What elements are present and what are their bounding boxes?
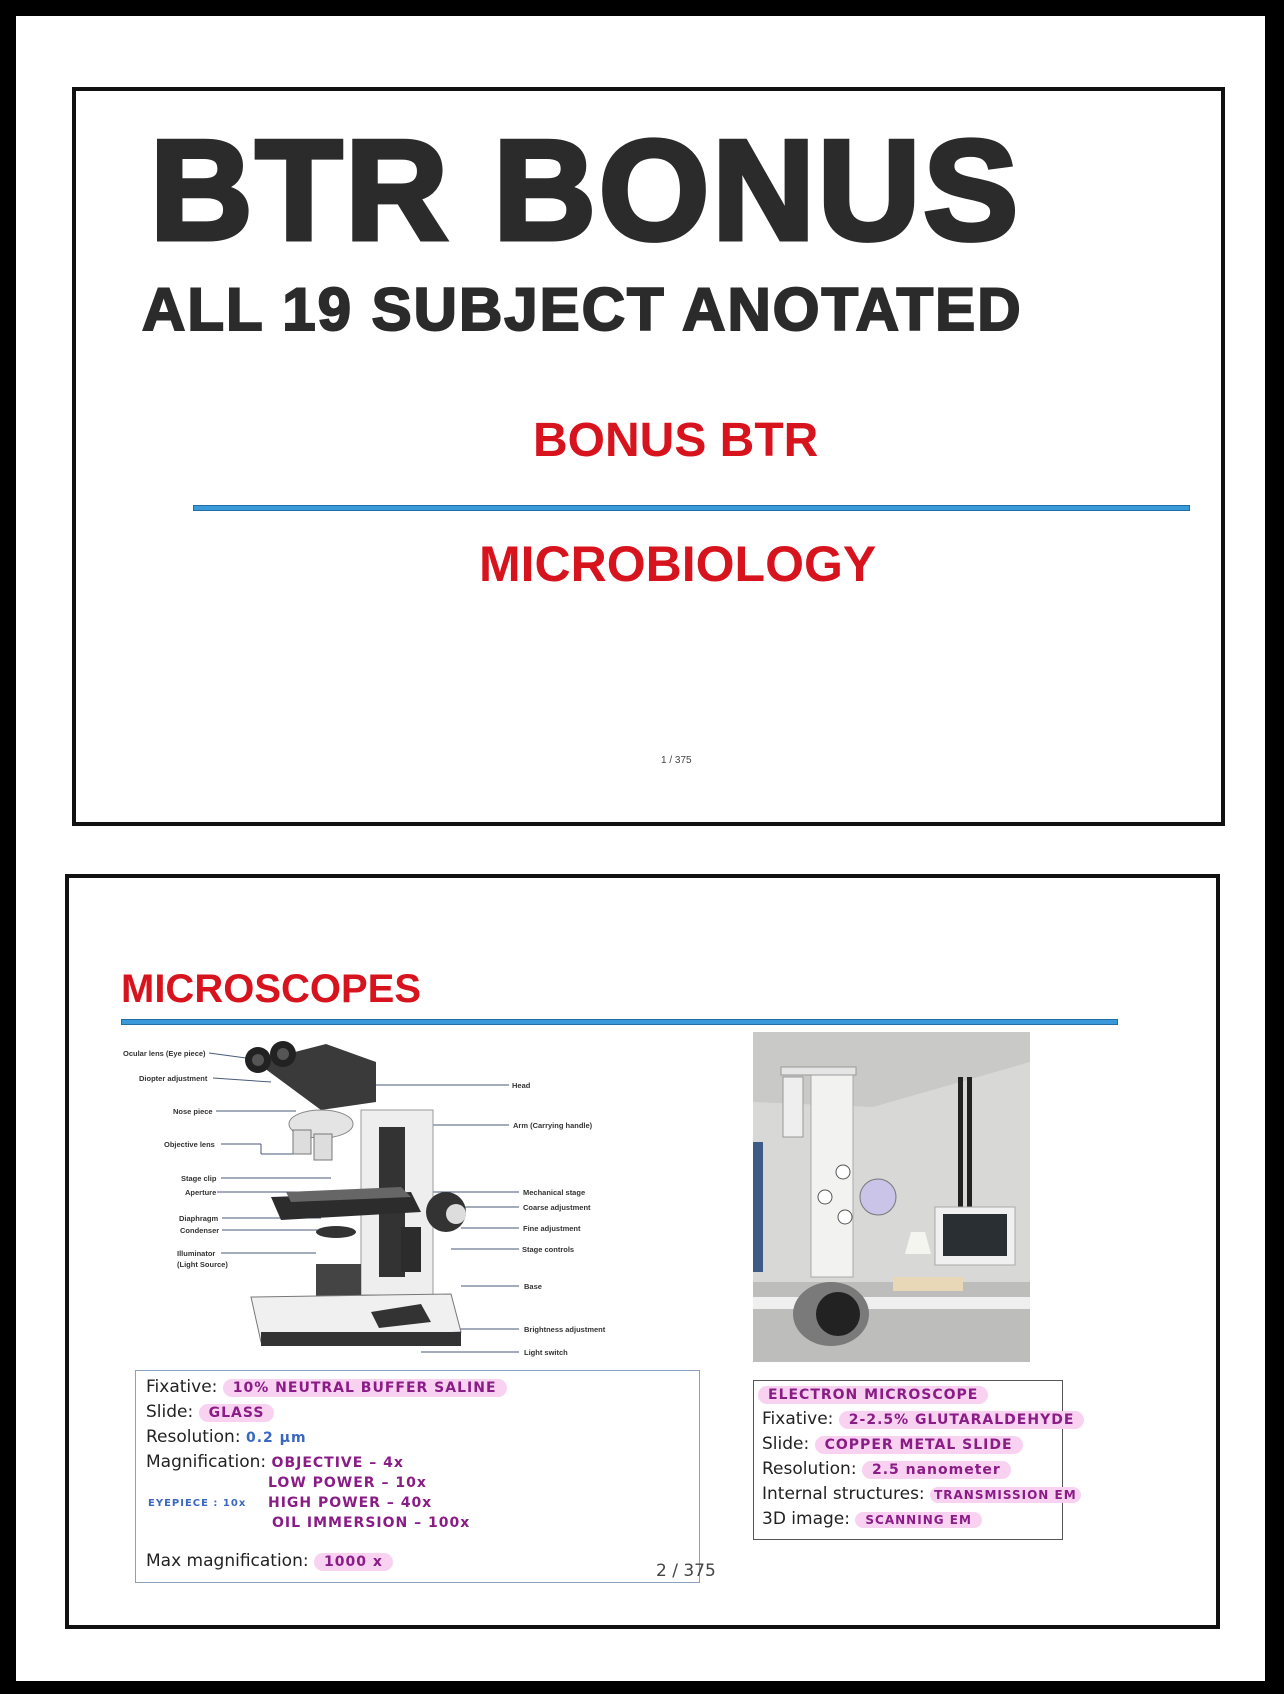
em-internal-label: Internal structures: — [762, 1484, 925, 1504]
electron-microscope-notes — [753, 1380, 1077, 1540]
label-illuminator: Illuminator — [177, 1249, 216, 1258]
em-slide-label: Slide: — [762, 1434, 810, 1454]
label-light-source: (Light Source) — [177, 1260, 228, 1269]
label-coarse-adjustment: Coarse adjustment — [523, 1203, 591, 1212]
bonus-label: BONUS BTR — [533, 414, 819, 467]
em-3d-label: 3D image: — [762, 1509, 850, 1529]
em-internal: TRANSMISSION EM — [930, 1487, 1081, 1503]
em-fixative: 2-2.5% GLUTARALDEHYDE — [839, 1411, 1085, 1429]
mag-objective: OBJECTIVE – 4x — [271, 1455, 404, 1471]
mag-low: LOW POWER – 10x — [268, 1475, 427, 1491]
resolution-value: 0.2 µm — [245, 1430, 307, 1446]
divider — [193, 505, 1190, 511]
max-mag-label: Max magnification: — [146, 1551, 309, 1571]
light-microscope-diagram — [121, 1032, 621, 1362]
max-mag-value: 1000 x — [314, 1553, 393, 1571]
mag-high: HIGH POWER – 40x — [268, 1495, 433, 1511]
electron-microscope-photo — [753, 1032, 1030, 1362]
magnification-label: Magnification: — [146, 1452, 267, 1472]
label-diopter: Diopter adjustment — [139, 1074, 208, 1083]
em-3d: SCANNING EM — [855, 1512, 982, 1528]
page-number: 1 / 375 — [661, 755, 692, 766]
label-head: Head — [512, 1081, 531, 1090]
em-fixative-label: Fixative: — [762, 1409, 834, 1429]
fixative-value: 10% NEUTRAL BUFFER SALINE — [223, 1379, 507, 1397]
label-arm: Arm (Carrying handle) — [513, 1121, 593, 1130]
fixative-label: Fixative: — [146, 1377, 218, 1397]
slide-value: GLASS — [199, 1404, 275, 1422]
label-stage-clip: Stage clip — [181, 1174, 217, 1183]
mag-oil: OIL IMMERSION – 100x — [272, 1515, 471, 1531]
label-condenser: Condenser — [180, 1226, 220, 1235]
label-nose-piece: Nose piece — [173, 1107, 213, 1116]
label-base: Base — [524, 1282, 542, 1291]
subtitle: ALL 19 SUBJECT ANOTATED — [142, 276, 1023, 343]
label-fine-adjustment: Fine adjustment — [523, 1224, 581, 1233]
page-2 — [65, 874, 1220, 1629]
label-ocular-lens: Ocular lens (Eye piece) — [123, 1049, 206, 1058]
em-resolution-label: Resolution: — [762, 1459, 857, 1479]
eyepiece-note: EYEPIECE : 10x — [148, 1498, 247, 1509]
divider — [121, 1019, 1118, 1025]
em-resolution: 2.5 nanometer — [862, 1461, 1011, 1479]
subject-title: MICROBIOLOGY — [479, 536, 877, 592]
page-number: 2 / 375 — [656, 1561, 716, 1581]
label-stage-controls: Stage controls — [522, 1245, 575, 1254]
em-title: ELECTRON MICROSCOPE — [758, 1386, 988, 1404]
light-microscope-notes — [135, 1370, 716, 1583]
label-light-switch: Light switch — [524, 1348, 568, 1357]
label-mechanical-stage: Mechanical stage — [523, 1188, 586, 1197]
page-1 — [72, 87, 1225, 826]
label-aperture: Aperture — [185, 1188, 217, 1197]
slide-label: Slide: — [146, 1402, 194, 1422]
document-page — [16, 16, 1265, 1681]
label-diaphragm: Diaphragm — [179, 1214, 219, 1223]
label-objective-lens: Objective lens — [164, 1140, 215, 1149]
section-heading: MICROSCOPES — [121, 967, 422, 1011]
main-title: BTR BONUS — [150, 111, 1022, 270]
resolution-label: Resolution: — [146, 1427, 241, 1447]
label-brightness: Brightness adjustment — [524, 1325, 606, 1334]
em-slide: COPPER METAL SLIDE — [815, 1436, 1023, 1454]
